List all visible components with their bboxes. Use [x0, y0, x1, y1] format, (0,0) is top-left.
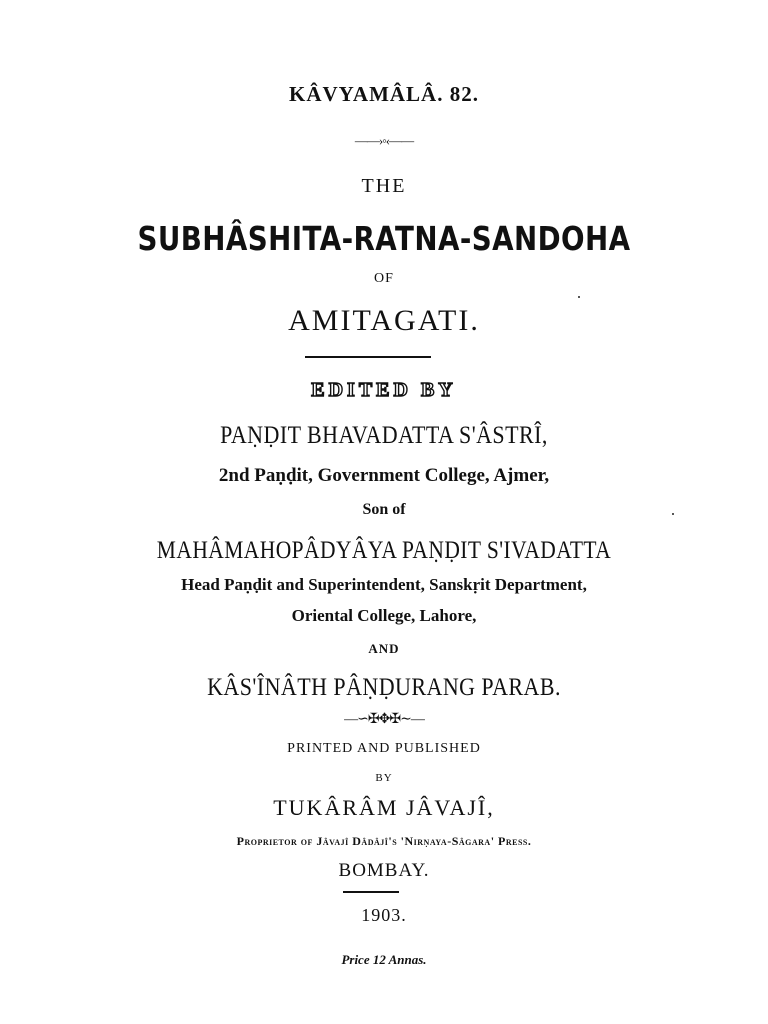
editor-2-name: KÂS'ÎNÂTH PÂṆḌURANG PARAB.: [207, 674, 561, 701]
ornament-divider-mid: —∽✠✥✠∼—: [344, 712, 424, 727]
proprietor-line: Proprietor of Jâvajî Dâdâjî's 'Nirṇaya-Sâgara' Press.: [236, 834, 532, 848]
publication-city: BOMBAY.: [338, 860, 430, 881]
by-line: BY: [375, 772, 393, 784]
editor-1-relation: Son of: [362, 501, 406, 518]
printed-published-line: PRINTED AND PUBLISHED: [287, 741, 481, 756]
edited-by-heading: EDITED BY: [311, 379, 457, 401]
preposition-of: OF: [374, 271, 394, 286]
series-heading: KÂVYAMÂLÂ. 82.: [289, 82, 479, 106]
ink-speck: [672, 513, 674, 515]
publisher-name: TUKÂRÂM JÂVAJÎ,: [273, 795, 495, 820]
ink-speck: [578, 296, 580, 298]
price-line: Price 12 Annas.: [341, 952, 427, 967]
rule-divider-2: [343, 891, 399, 893]
father-role-line-1: Head Paṇḍit and Superintendent, Sanskṛit Department,: [181, 575, 587, 594]
editor-1-role: 2nd Paṇḍit, Government College, Ajmer,: [218, 465, 550, 486]
publication-year: 1903.: [361, 905, 407, 925]
book-title: SUBHÂSHITA-RATNA-SANDOHA: [137, 219, 631, 258]
article-the: THE: [361, 175, 407, 197]
rule-divider-1: [305, 356, 431, 358]
author-name: AMITAGATI.: [288, 304, 480, 337]
father-role-line-2: Oriental College, Lahore,: [291, 606, 477, 625]
editor-1-name: PAṆḌIT BHAVADATTA S'ÂSTRÎ,: [220, 422, 548, 449]
ornament-divider-top: ——›◦‹——: [354, 133, 414, 148]
father-name: MAHÂMAHOPÂDYÂYA PAṆḌIT S'IVADATTA: [156, 537, 612, 564]
conjunction-and: AND: [368, 641, 400, 656]
